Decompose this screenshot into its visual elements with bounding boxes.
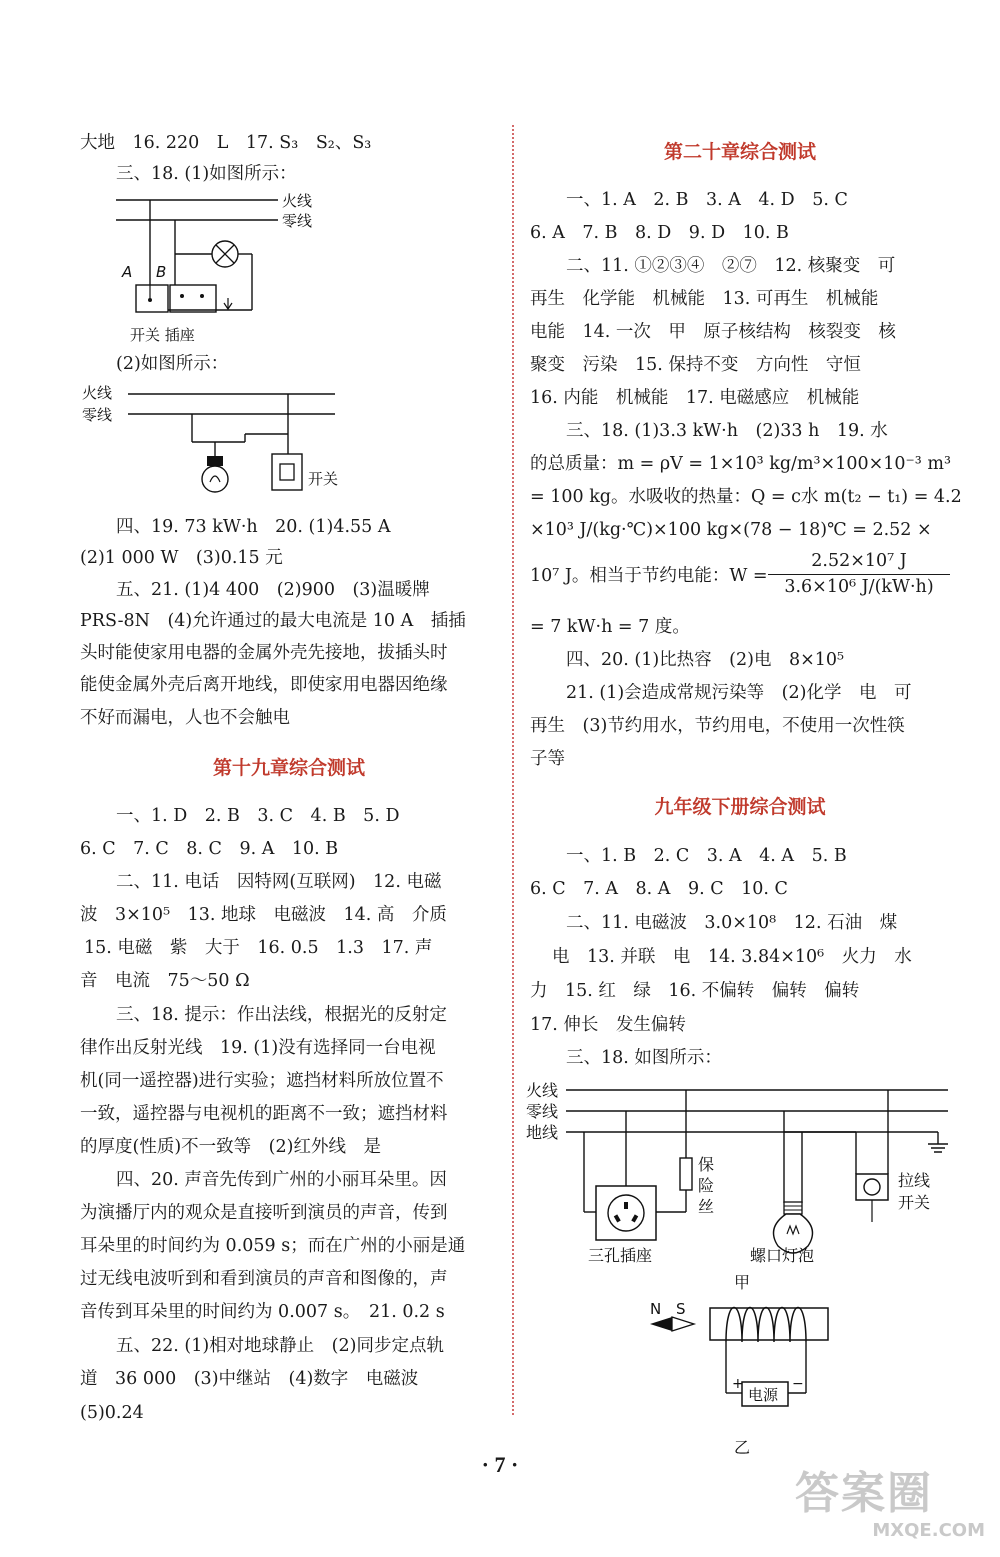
label-yi: 乙 bbox=[734, 1438, 751, 1457]
text-line: 律作出反射光线 19. (1)没有选择同一台电视 bbox=[80, 1038, 436, 1058]
circuit-figure-2 bbox=[80, 382, 380, 512]
text-line: 21. (1)会造成常规污染等 (2)化学 电 可 bbox=[566, 683, 912, 703]
bulb-icon bbox=[202, 466, 228, 492]
watermark-logo: 答案圈 bbox=[795, 1468, 933, 1519]
page-number: · 7 · bbox=[481, 1452, 519, 1477]
text-line: 6. A 7. B 8. D 9. D 10. B bbox=[530, 223, 789, 243]
lamp-base bbox=[207, 456, 223, 466]
compass-needle-south bbox=[672, 1317, 694, 1331]
text-line: 二、11. ①②③④ ②⑦ 12. 核聚变 可 bbox=[566, 256, 896, 276]
text-line: 一致，遥控器与电视机的距离不一致；遮挡材料 bbox=[80, 1104, 448, 1124]
power-source-label: 电源 bbox=[748, 1386, 779, 1404]
socket-label: 三孔插座 bbox=[588, 1246, 653, 1265]
text-line: 机(同一遥控器)进行实验；遮挡材料所放位置不 bbox=[80, 1071, 444, 1091]
text-line: = 7 kW·h = 7 度。 bbox=[530, 617, 690, 637]
household-circuit-figure bbox=[526, 1078, 956, 1268]
live-wire-label: 火线 bbox=[282, 192, 313, 210]
text-line: 子等 bbox=[530, 749, 565, 769]
text-line: = 100 kg。水吸收的热量：Q = c水 m(t₂ − t₁) = 4.2 bbox=[530, 487, 962, 507]
circuit-figure-1 bbox=[110, 188, 370, 358]
text-line: 音传到耳朵里的时间约为 0.007 s。 21. 0.2 s bbox=[80, 1302, 445, 1322]
watermark-url: MXQE.COM bbox=[872, 1520, 985, 1541]
text-line: 过无线电波听到和看到演员的声音和图像的，声 bbox=[80, 1269, 448, 1289]
text-line: 15. 电磁 紫 大于 16. 0.5 1.3 17. 声 bbox=[84, 938, 433, 958]
text-line: 为演播厅内的观众是直接听到演员的声音，传到 bbox=[80, 1203, 448, 1223]
text-line: 三、18. 提示：作出法线，根据光的反射定 bbox=[116, 1005, 447, 1025]
compass-south: S bbox=[676, 1300, 686, 1318]
text-line: 能使金属外壳后离开地线，即使家用电器因绝缘 bbox=[80, 675, 448, 695]
column-divider bbox=[512, 125, 514, 1415]
text-line: 10⁷ J。相当于节约电能：W = bbox=[530, 566, 768, 586]
chapter-heading: 第十九章综合测试 bbox=[212, 757, 365, 779]
text-line: PRS-8N (4)允许通过的最大电流是 10 A 插插 bbox=[80, 611, 466, 631]
text-line: 再生 (3)节约用水，节约用电，不使用一次性筷 bbox=[530, 716, 905, 736]
text-line: 头时能使家用电器的金属外壳先接地，拔插头时 bbox=[80, 643, 448, 663]
label-b: B bbox=[156, 263, 167, 281]
text-line: 力 15. 红 绿 16. 不偏转 偏转 偏转 bbox=[530, 981, 860, 1001]
watermark bbox=[795, 1468, 985, 1548]
ground-wire-label: 地线 bbox=[526, 1123, 559, 1142]
text-line: 不好而漏电，人也不会触电 bbox=[80, 708, 290, 728]
text-line: 大地 16. 220 L 17. S₃ S₂、S₃ bbox=[80, 133, 372, 153]
electromagnet-figure bbox=[630, 1268, 870, 1463]
pull-switch-label-2: 开关 bbox=[898, 1193, 931, 1212]
text-line: 三、18. (1)3.3 kW·h (2)33 h 19. 水 bbox=[566, 421, 888, 441]
text-line: 6. C 7. C 8. C 9. A 10. B bbox=[80, 839, 339, 859]
text-line: (2)1 000 W (3)0.15 元 bbox=[80, 548, 283, 568]
compass-needle-north bbox=[650, 1317, 672, 1331]
text-line: 17. 伸长 发生偏转 bbox=[530, 1015, 686, 1035]
text-line: 16. 内能 机械能 17. 电磁感应 机械能 bbox=[530, 388, 860, 408]
text-line: 电能 14. 一次 甲 原子核结构 核裂变 核 bbox=[530, 322, 896, 342]
live-wire-label: 火线 bbox=[526, 1081, 559, 1100]
neutral-wire-label: 零线 bbox=[526, 1102, 559, 1121]
fraction-denominator: 3.6×10⁶ J/(kW·h) bbox=[784, 577, 934, 597]
text-line: 6. C 7. A 8. A 9. C 10. C bbox=[530, 879, 788, 899]
text-line: 的厚度(性质)不一致等 (2)红外线 是 bbox=[80, 1137, 381, 1157]
text-line: 道 36 000 (3)中继站 (4)数字 电磁波 bbox=[80, 1369, 419, 1389]
live-wire-label: 火线 bbox=[82, 384, 113, 402]
plus-sign: + bbox=[732, 1376, 744, 1392]
text-line: 音 电流 75～50 Ω bbox=[80, 971, 250, 991]
compass-north: N bbox=[650, 1300, 662, 1318]
neutral-wire-label: 零线 bbox=[82, 406, 113, 424]
text-line: 四、20. (1)比热容 (2)电 8×10⁵ bbox=[566, 650, 845, 670]
fuse-label-2: 险 bbox=[698, 1176, 715, 1195]
label-jia: 甲 bbox=[734, 1273, 751, 1292]
chapter-heading: 第二十章综合测试 bbox=[663, 141, 816, 163]
switch-box bbox=[136, 285, 168, 312]
fuse-label-1: 保 bbox=[698, 1155, 715, 1174]
text-line: 耳朵里的时间约为 0.059 s；而在广州的小丽是通 bbox=[80, 1236, 466, 1256]
text-line: ×10³ J/(kg·℃)×100 kg×(78 − 18)℃ = 2.52 × bbox=[530, 520, 932, 540]
text-line: 一、1. B 2. C 3. A 4. A 5. B bbox=[566, 846, 847, 866]
text-line: 三、18. (1)如图所示： bbox=[116, 164, 297, 184]
switch-label: 开关 bbox=[308, 470, 339, 488]
bulb-label: 螺口灯泡 bbox=[750, 1246, 815, 1265]
text-line: 一、1. D 2. B 3. C 4. B 5. D bbox=[116, 806, 400, 826]
text-line: 三、18. 如图所示： bbox=[566, 1048, 722, 1068]
minus-sign: − bbox=[792, 1376, 804, 1392]
fraction-numerator: 2.52×10⁷ J bbox=[768, 550, 950, 575]
pull-switch-label-1: 拉线 bbox=[898, 1171, 931, 1190]
text-line: 波 3×10⁵ 13. 地球 电磁波 14. 高 介质 bbox=[80, 905, 447, 925]
fraction bbox=[768, 550, 950, 599]
text-line: 五、22. (1)相对地球静止 (2)同步定点轨 bbox=[116, 1336, 444, 1356]
text-line: 聚变 污染 15. 保持不变 方向性 守恒 bbox=[530, 355, 861, 375]
text-line: 五、21. (1)4 400 (2)900 (3)温暖牌 bbox=[116, 580, 430, 600]
chapter-heading: 九年级下册综合测试 bbox=[654, 796, 826, 818]
text-line: 四、20. 声音先传到广州的小丽耳朵里。因 bbox=[116, 1170, 447, 1190]
text-line: 一、1. A 2. B 3. A 4. D 5. C bbox=[566, 190, 848, 210]
fuse-icon bbox=[680, 1158, 692, 1190]
text-line: 再生 化学能 机械能 13. 可再生 机械能 bbox=[530, 289, 879, 309]
fuse-label-3: 丝 bbox=[698, 1197, 715, 1216]
text-line: (2)如图所示： bbox=[116, 354, 229, 374]
text-line: 二、11. 电磁波 3.0×10⁸ 12. 石油 煤 bbox=[566, 913, 898, 933]
neutral-wire-label: 零线 bbox=[282, 212, 313, 230]
text-line: 电 13. 并联 电 14. 3.84×10⁶ 火力 水 bbox=[552, 947, 912, 967]
text-line: (5)0.24 bbox=[80, 1403, 144, 1423]
text-line: 的总质量：m = ρV = 1×10³ kg/m³×100×10⁻³ m³ bbox=[530, 454, 951, 474]
bulb-base bbox=[784, 1202, 802, 1214]
figure-caption: 开关 插座 bbox=[130, 326, 195, 344]
socket-box bbox=[170, 285, 216, 312]
text-line: 二、11. 电话 因特网(互联网) 12. 电磁 bbox=[116, 872, 442, 892]
text-line: 四、19. 73 kW·h 20. (1)4.55 A bbox=[116, 517, 391, 537]
label-a: A bbox=[122, 263, 133, 281]
